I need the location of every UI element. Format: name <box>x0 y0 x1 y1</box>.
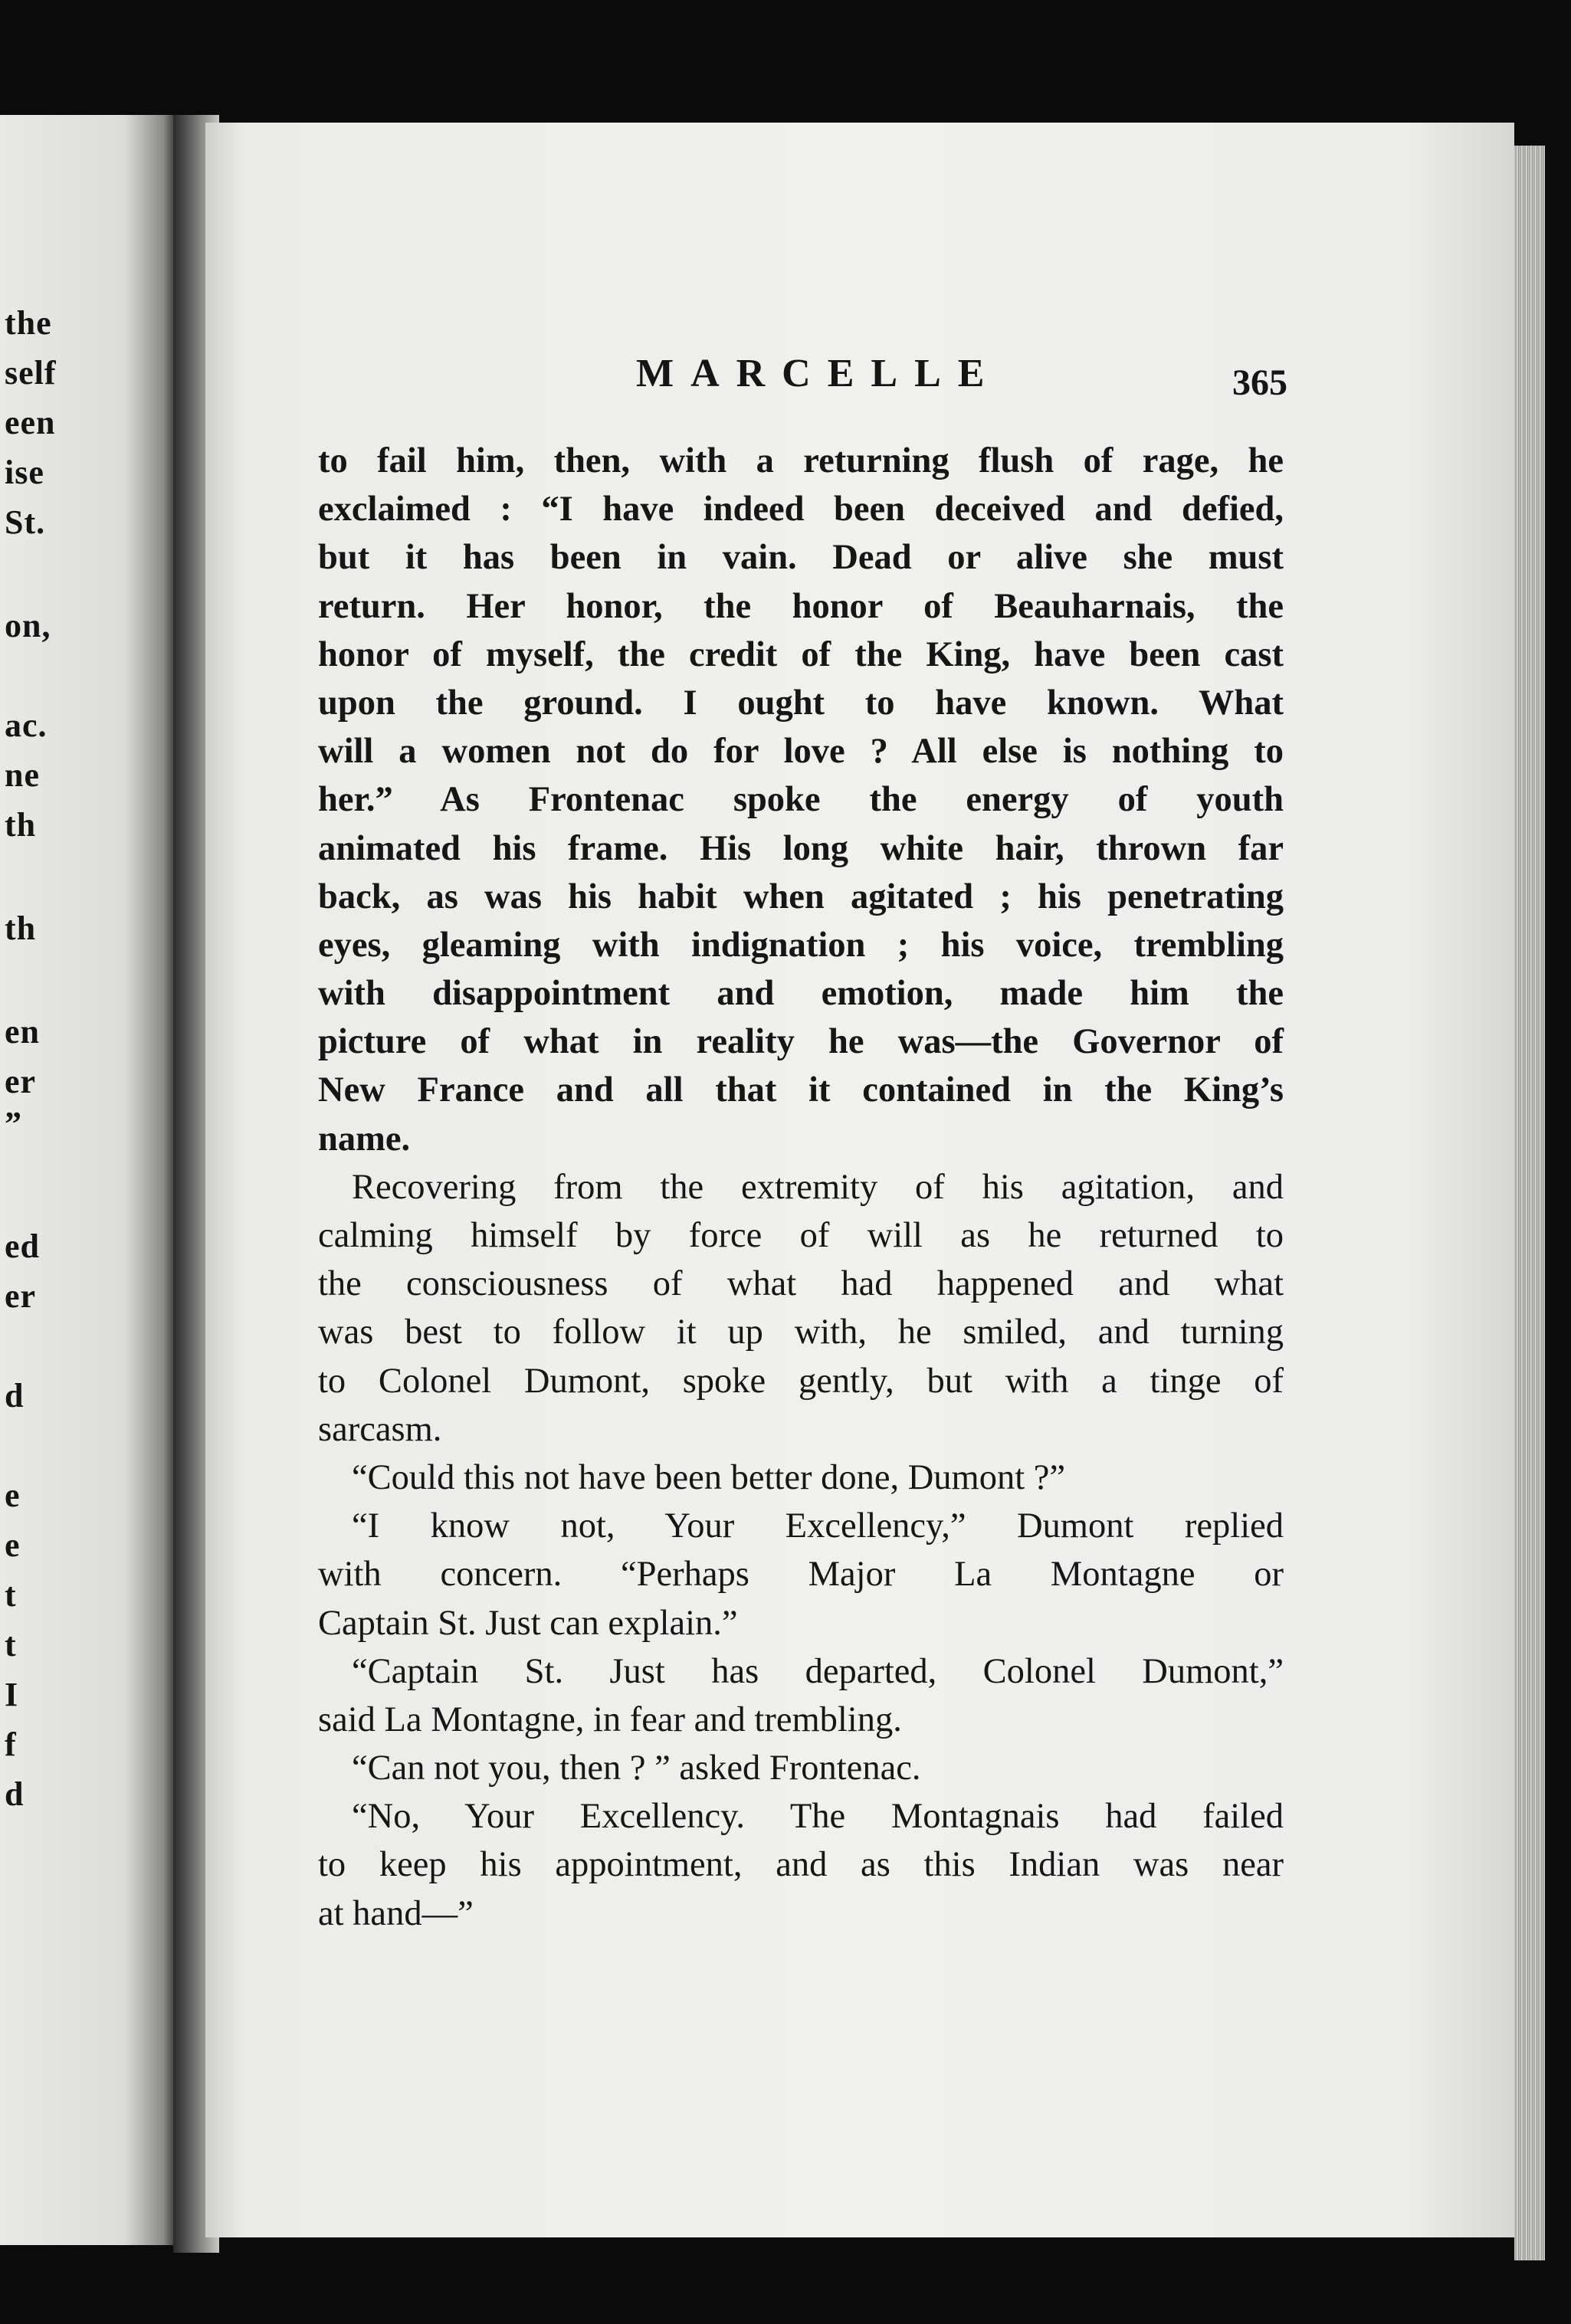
previous-page-fragment: f <box>5 1726 17 1763</box>
previous-page-fragment: ed <box>5 1228 40 1265</box>
text-line: to fail him, then, with a returning flush of rage, he <box>318 441 1284 480</box>
previous-page-fragment: d <box>5 1377 25 1414</box>
text-line: said La Montagne, in fear and trembling. <box>318 1700 902 1739</box>
text-line: picture of what in reality he was—the Governor of <box>318 1022 1284 1062</box>
previous-page-fragment: th <box>5 910 37 947</box>
text-line: honor of myself, the credit of the King, have been cast <box>318 634 1284 674</box>
previous-page-fragment: ac. <box>5 706 48 744</box>
text-line: New France and all that it contained in the King’s <box>318 1070 1284 1110</box>
text-line: “I know not, Your Excellency,” Dumont replied <box>352 1506 1284 1546</box>
text-line: return. Her honor, the honor of Beauharnais, the <box>318 586 1284 626</box>
text-line: to Colonel Dumont, spoke gently, but with a tinge of <box>318 1361 1284 1401</box>
running-head <box>429 351 1287 405</box>
previous-page-fragment: t <box>5 1576 17 1614</box>
text-line: with concern. “Perhaps Major La Montagne or <box>318 1555 1284 1595</box>
text-line: calming himself by force of will as he returned to <box>318 1216 1284 1255</box>
text-line: with disappointment and emotion, made him the <box>318 974 1284 1014</box>
previous-page-fragment: I <box>5 1676 19 1713</box>
running-title: MARCELLE <box>636 352 1002 395</box>
previous-page-fragment: th <box>5 806 37 844</box>
text-line: at hand—” <box>318 1893 474 1933</box>
previous-page-fragment: ” <box>5 1105 22 1142</box>
previous-page-fragment: een <box>5 404 56 441</box>
text-line: the consciousness of what had happened and what <box>318 1264 1284 1304</box>
text-line: eyes, gleaming with indignation ; his voice, trembling <box>318 925 1284 965</box>
text-line: but it has been in vain. Dead or alive she must <box>318 538 1284 578</box>
previous-page-fragment: on, <box>5 607 51 644</box>
text-line: name. <box>318 1119 411 1159</box>
previous-page-fragment: er <box>5 1063 37 1100</box>
text-line: “No, Your Excellency. The Montagnais had failed <box>352 1797 1284 1837</box>
previous-page-text-fragments <box>0 115 178 2245</box>
text-line: “Could this not have been better done, Dumont ?” <box>352 1457 1066 1497</box>
text-line: “Can not you, then ? ” asked Frontenac. <box>352 1749 921 1788</box>
previous-page-fragment: er <box>5 1277 37 1315</box>
previous-page-fragment: the <box>5 304 52 342</box>
previous-page-fragment: e <box>5 1526 21 1564</box>
text-line: Recovering from the extremity of his agitation, and <box>352 1167 1284 1207</box>
text-line: upon the ground. I ought to have known. What <box>318 683 1284 723</box>
text-line: back, as was his habit when agitated ; his penetrating <box>318 877 1284 916</box>
previous-page-fragment: t <box>5 1626 17 1664</box>
body-text <box>318 437 1284 1938</box>
text-line: “Captain St. Just has departed, Colonel Dumont,” <box>352 1651 1284 1691</box>
previous-page-fragment: e <box>5 1477 21 1514</box>
previous-page-fragment: ise <box>5 454 44 491</box>
text-line: animated his frame. His long white hair, thrown far <box>318 828 1284 868</box>
text-line: will a women not do for love ? All else is nothing to <box>318 732 1284 772</box>
text-line: to keep his appointment, and as this Indian was near <box>318 1845 1284 1885</box>
text-line: was best to follow it up with, he smiled, and turning <box>318 1313 1284 1352</box>
page-edges <box>1514 146 1545 2260</box>
previous-page-fragment: en <box>5 1013 40 1051</box>
page-number: 365 <box>1232 362 1287 403</box>
previous-page-fragment: St. <box>5 503 46 541</box>
text-line: Captain St. Just can explain.” <box>318 1603 738 1643</box>
previous-page <box>0 115 178 2245</box>
text-line: exclaimed : “I have indeed been deceived and defied, <box>318 490 1284 529</box>
text-line: her.” As Frontenac spoke the energy of youth <box>318 780 1284 820</box>
previous-page-fragment: self <box>5 354 57 392</box>
text-line: sarcasm. <box>318 1409 442 1449</box>
previous-page-fragment: ne <box>5 756 40 794</box>
previous-page-fragment: d <box>5 1775 25 1813</box>
